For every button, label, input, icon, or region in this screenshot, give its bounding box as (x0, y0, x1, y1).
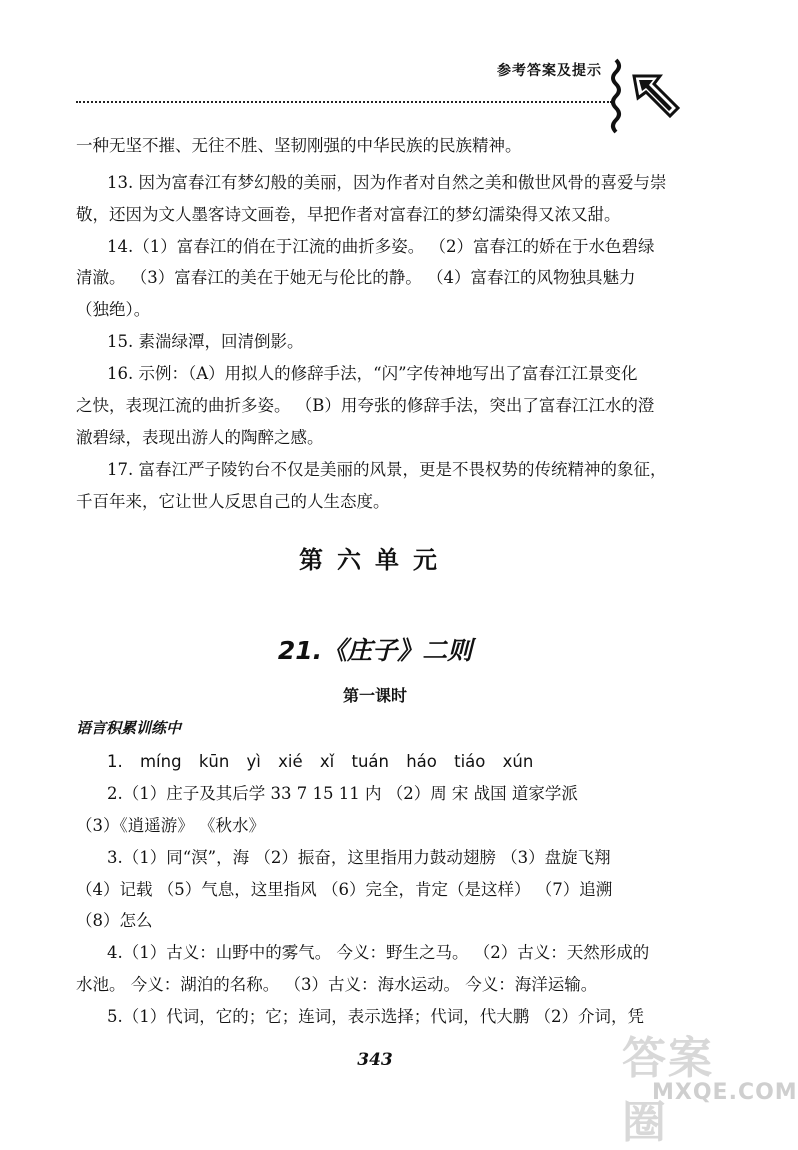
practice-line: 2.（1）庄子及其后学 33 7 15 11 内 （2）周 宋 战国 道家学派 (107, 784, 578, 803)
answer-line: 澈碧绿，表现出游人的陶醉之感。 (76, 428, 324, 447)
header-dotted-rule (76, 101, 612, 103)
arrow-icon (612, 56, 682, 136)
practice-heading: 语言积累训练中 (76, 719, 182, 737)
answer-line: 清澈。 （3）富春江的美在于她无与伦比的静。 （4）富春江的风物独具魅力 (76, 268, 636, 287)
practice-line: 4.（1）古义：山野中的雾气。 今义：野生之马。 （2）古义：天然形成的 (107, 943, 650, 962)
page-number: 343 (357, 1050, 393, 1070)
unit-title: 第六单元 (299, 546, 451, 574)
watermark-logo: 答案圈 (622, 1033, 714, 1148)
answer-line: （独绝）。 (76, 300, 151, 319)
running-header-label: 参考答案及提示 (497, 63, 602, 79)
answer-line: 千百年来，它让世人反思自己的人生态度。 (76, 492, 390, 511)
answer-line: 14.（1）富春江的俏在于江流的曲折多姿。 （2）富春江的娇在于水色碧绿 (107, 237, 655, 256)
practice-line: （4）记载 （5）气息，这里指风 （6）完全，肯定（是这样） （7）追溯 (76, 880, 613, 899)
lesson-title: 21.《庄子》二则 (277, 636, 473, 665)
practice-line: （8）怎么 (76, 911, 153, 930)
practice-line: 水池。 今义：湖泊的名称。 （3）古义：海水运动。 今义：海洋运输。 (76, 975, 598, 994)
watermark-url: MXQE.COM (652, 1080, 798, 1105)
practice-line: 5.（1）代词，它的；它；连词，表示选择；代词，代大鹏 （2）介词，凭 (107, 1007, 644, 1026)
answer-line: 之快，表现江流的曲折多姿。 （B）用夸张的修辞手法，突出了富春江江水的澄 (76, 396, 655, 415)
answer-line: 15. 素湍绿潭，回清倒影。 (107, 332, 304, 351)
practice-line: 1. míng kūn yì xié xǐ tuán háo tiáo xún (107, 752, 534, 771)
answer-line: 敬，还因为文人墨客诗文画卷，早把作者对富春江的梦幻濡染得又浓又甜。 (76, 205, 621, 224)
answer-line: 17. 富春江严子陵钓台不仅是美丽的风景，更是不畏权势的传统精神的象征， (107, 460, 667, 479)
section-title: 第一课时 (342, 686, 407, 705)
answer-line: 16. 示例：（A）用拟人的修辞手法，“闪”字传神地写出了富春江江景变化 (107, 364, 638, 383)
answer-line: 13. 因为富春江有梦幻般的美丽，因为作者对自然之美和傲世风骨的喜爱与崇 (107, 173, 667, 192)
practice-line: （3）《逍遥游》 《秋水》 (76, 816, 265, 835)
answer-line: 一种无坚不摧、无往不胜、坚韧刚强的中华民族的民族精神。 (76, 136, 522, 155)
practice-line: 3.（1）同“溟”，海 （2）振奋，这里指用力鼓动翅膀 （3）盘旋飞翔 (107, 848, 611, 867)
